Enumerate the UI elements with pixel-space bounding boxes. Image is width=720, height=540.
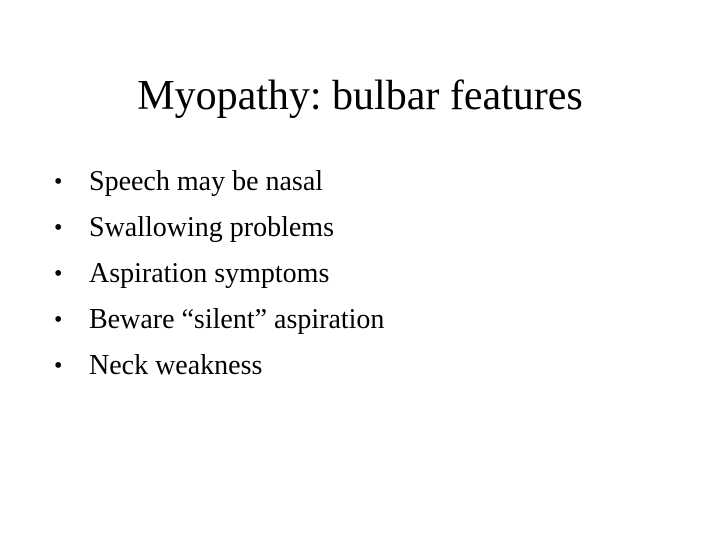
bullet-text: Speech may be nasal [89, 166, 324, 197]
bullet-text: Neck weakness [89, 350, 263, 381]
slide-title: Myopathy: bulbar features [137, 73, 583, 119]
bullet-text: Aspiration symptoms [89, 258, 330, 289]
bullet-text: Beware “silent” aspiration [89, 304, 385, 335]
bullet-item [54, 300, 384, 346]
bullet-icon: • [54, 215, 63, 241]
bullet-icon: • [54, 261, 63, 287]
bullet-list [54, 162, 384, 392]
bullet-text: Swallowing problems [89, 212, 334, 243]
bullet-item [54, 162, 384, 208]
bullet-item [54, 254, 384, 300]
bullet-item [54, 208, 384, 254]
bullet-icon: • [54, 169, 63, 195]
bullet-item [54, 346, 384, 392]
bullet-icon: • [54, 307, 63, 333]
bullet-icon: • [54, 353, 63, 379]
